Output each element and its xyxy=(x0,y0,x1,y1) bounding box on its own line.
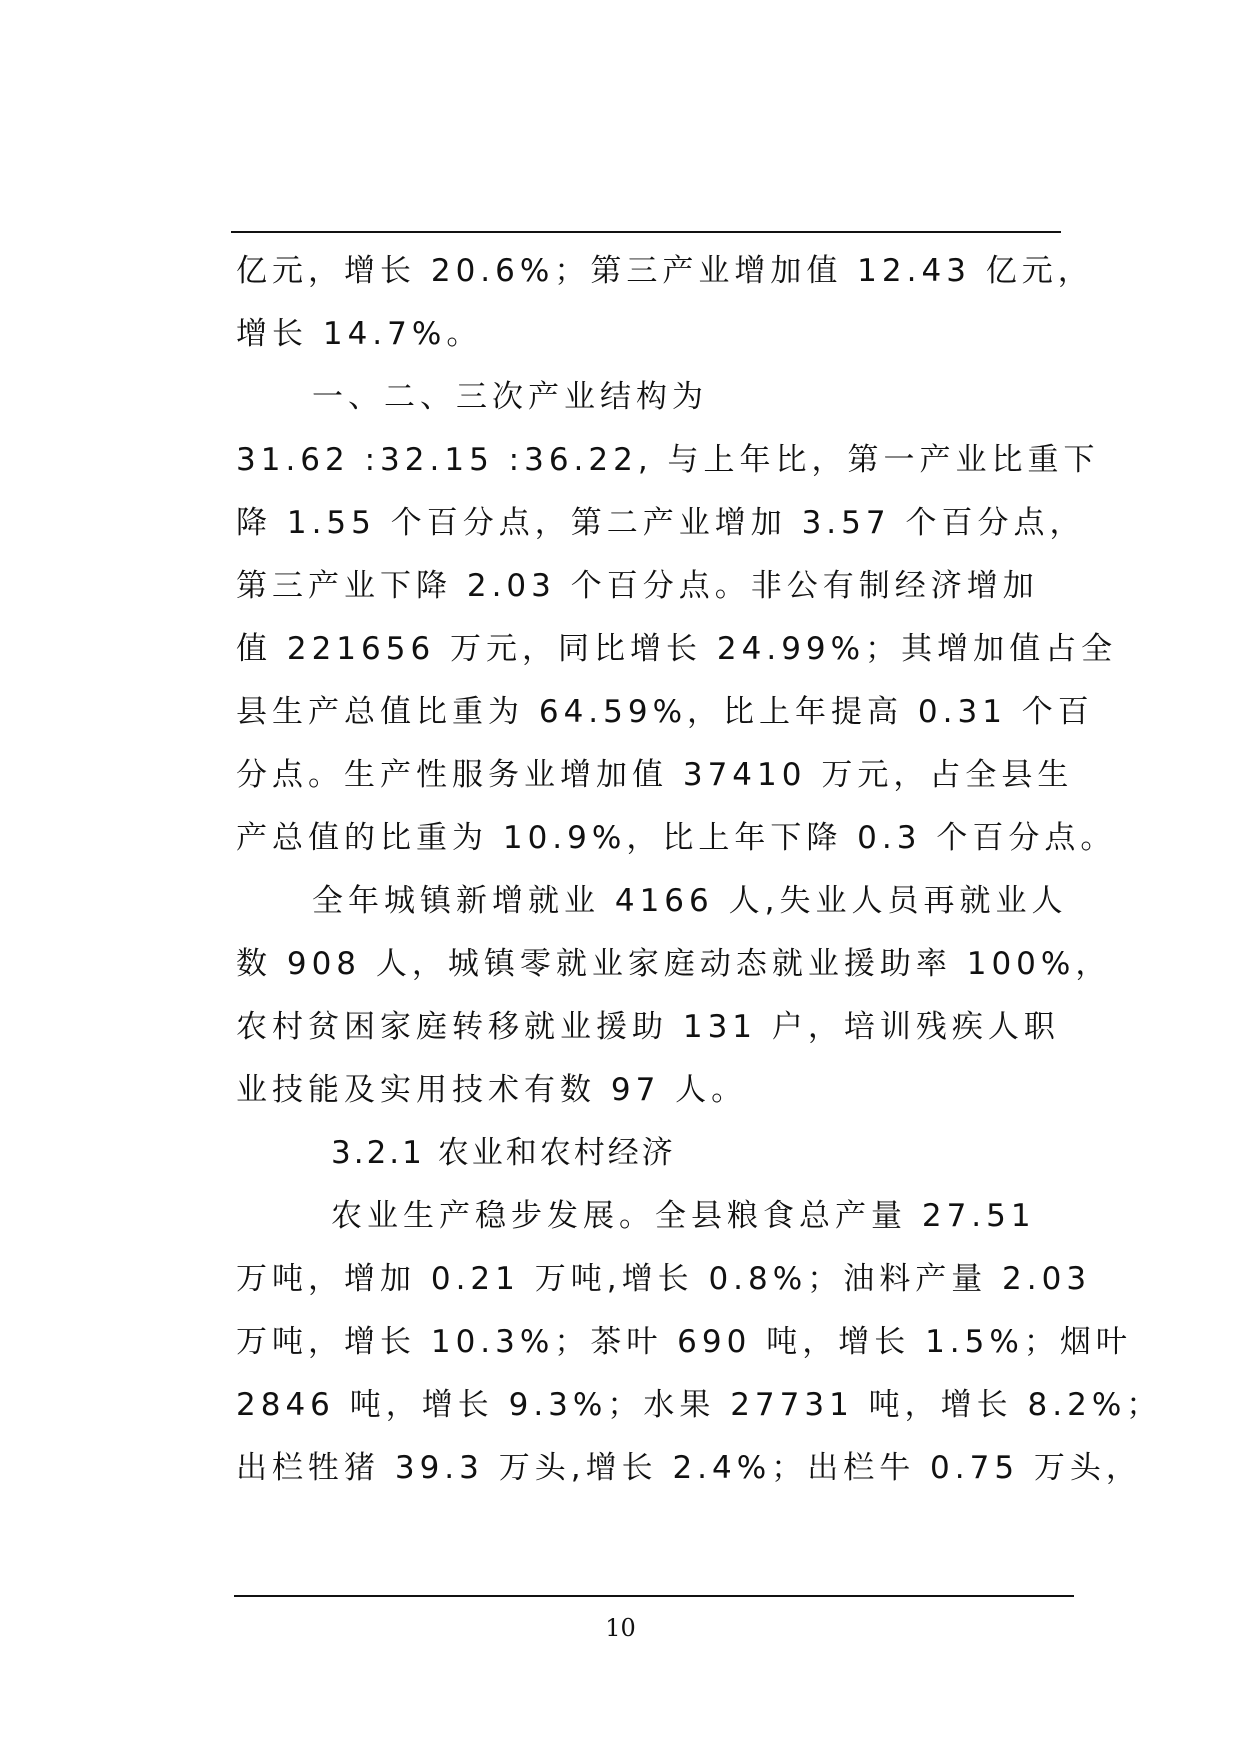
paragraph-first-line: 一、二、三次产业结构为 xyxy=(312,379,708,415)
text-line: 农村贫困家庭转移就业援助 131 户，培训残疾人职 xyxy=(236,1009,1060,1045)
document-body xyxy=(236,240,1163,1500)
text-line: 第三产业下降 2.03 个百分点。非公有制经济增加 xyxy=(236,568,1039,604)
paragraph-first-line: 农业生产稳步发展。全县粮食总产量 27.51 xyxy=(331,1198,1036,1234)
text-line: 31.62 :32.15 :36.22, 与上年比，第一产业比重下 xyxy=(236,442,1100,478)
text-line: 万吨，增加 0.21 万吨,增长 0.8%；油料产量 2.03 xyxy=(236,1261,1092,1297)
text-line: 数 908 人，城镇零就业家庭动态就业援助率 100%， xyxy=(236,946,1112,982)
footer-rule xyxy=(234,1595,1074,1597)
text-line: 出栏牲猪 39.3 万头,增长 2.4%；出栏牛 0.75 万头， xyxy=(236,1450,1142,1486)
section-heading: 3.2.1 农业和农村经济 xyxy=(331,1135,676,1171)
text-line: 县生产总值比重为 64.59%，比上年提高 0.31 个百 xyxy=(236,694,1094,730)
text-line: 业技能及实用技术有数 97 人。 xyxy=(236,1072,748,1108)
text-line: 亿元，增长 20.6%；第三产业增加值 12.43 亿元， xyxy=(236,253,1094,289)
page-number: 10 xyxy=(605,1614,636,1642)
text-line: 分点。生产性服务业增加值 37410 万元，占全县生 xyxy=(236,757,1074,793)
text-line: 产总值的比重为 10.9%，比上年下降 0.3 个百分点。 xyxy=(236,820,1117,856)
paragraph-first-line: 全年城镇新增就业 4166 人,失业人员再就业人 xyxy=(312,883,1068,919)
text-line: 2846 吨，增长 9.3%；水果 27731 吨，增长 8.2%； xyxy=(236,1387,1163,1423)
text-line: 增长 14.7%。 xyxy=(236,316,483,352)
header-rule xyxy=(231,231,1061,233)
text-line: 值 221656 万元，同比增长 24.99%；其增加值占全 xyxy=(236,631,1118,667)
text-line: 降 1.55 个百分点，第二产业增加 3.57 个百分点， xyxy=(236,505,1086,541)
text-line: 万吨，增长 10.3%；茶叶 690 吨，增长 1.5%；烟叶 xyxy=(236,1324,1132,1360)
